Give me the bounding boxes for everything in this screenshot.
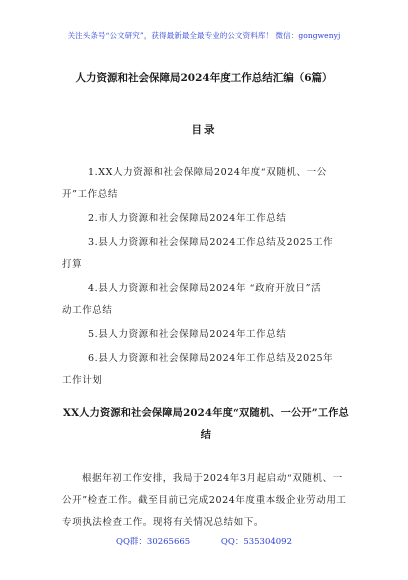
toc-item-3-line1: 3.县人力资源和社会保障局2024工作总结及2025工作 <box>88 237 334 248</box>
toc-item-5-line1: 5.县人力资源和社会保障局2024年工作总结 <box>88 329 287 340</box>
toc-item-4-line2: 动工作总结 <box>62 305 113 316</box>
toc-item-1[interactable] <box>62 162 350 206</box>
toc-item-1-line2: 开”工作总结 <box>62 189 118 200</box>
toc-item-3[interactable] <box>62 232 350 276</box>
toc-item-4-line1: 4.县人力资源和社会保障局2024年 “政府开放日”活 <box>88 283 322 294</box>
toc-item-1-line1: 1.XX人力资源和社会保障局2024年度“双随机、一公 <box>88 167 327 178</box>
toc-item-2[interactable] <box>88 208 350 230</box>
toc-item-6-line1: 6.县人力资源和社会保障局2024年工作总结及2025年 <box>88 353 334 364</box>
toc-item-6-line2: 工作计划 <box>62 375 103 386</box>
toc-item-2-line1: 2.市人力资源和社会保障局2024年工作总结 <box>88 213 287 224</box>
table-of-contents <box>62 162 350 394</box>
toc-item-6[interactable] <box>62 348 350 392</box>
document-title: 人力资源和社会保障局2024年度工作总结汇编（6篇） <box>75 72 333 84</box>
footer-qq: QQ：535304092 <box>220 537 292 547</box>
header-promo-note: 关注头条号“公文研究”，获得最新最全最专业的公文资料库！ 微信：gongwenyj <box>67 31 341 40</box>
toc-heading: 目录 <box>191 124 217 136</box>
toc-item-5[interactable] <box>88 324 350 346</box>
footer-contact <box>0 535 408 547</box>
section-body-paragraph: 根据年初工作安排，我局于2024年3月起启动“双随机、一公开”检查工作。截至目前已完成2024年度重本级企业劳动用工专项执法检查工作。现将有关情况总结如下。 <box>62 473 347 528</box>
toc-item-4[interactable] <box>62 278 350 322</box>
section-title: XX人力资源和社会保障局2024年度“双随机、一公开”工作总结 <box>62 407 349 441</box>
toc-item-3-line2: 打算 <box>62 259 83 270</box>
footer-qq-group: QQ群：30265665 <box>115 537 191 547</box>
